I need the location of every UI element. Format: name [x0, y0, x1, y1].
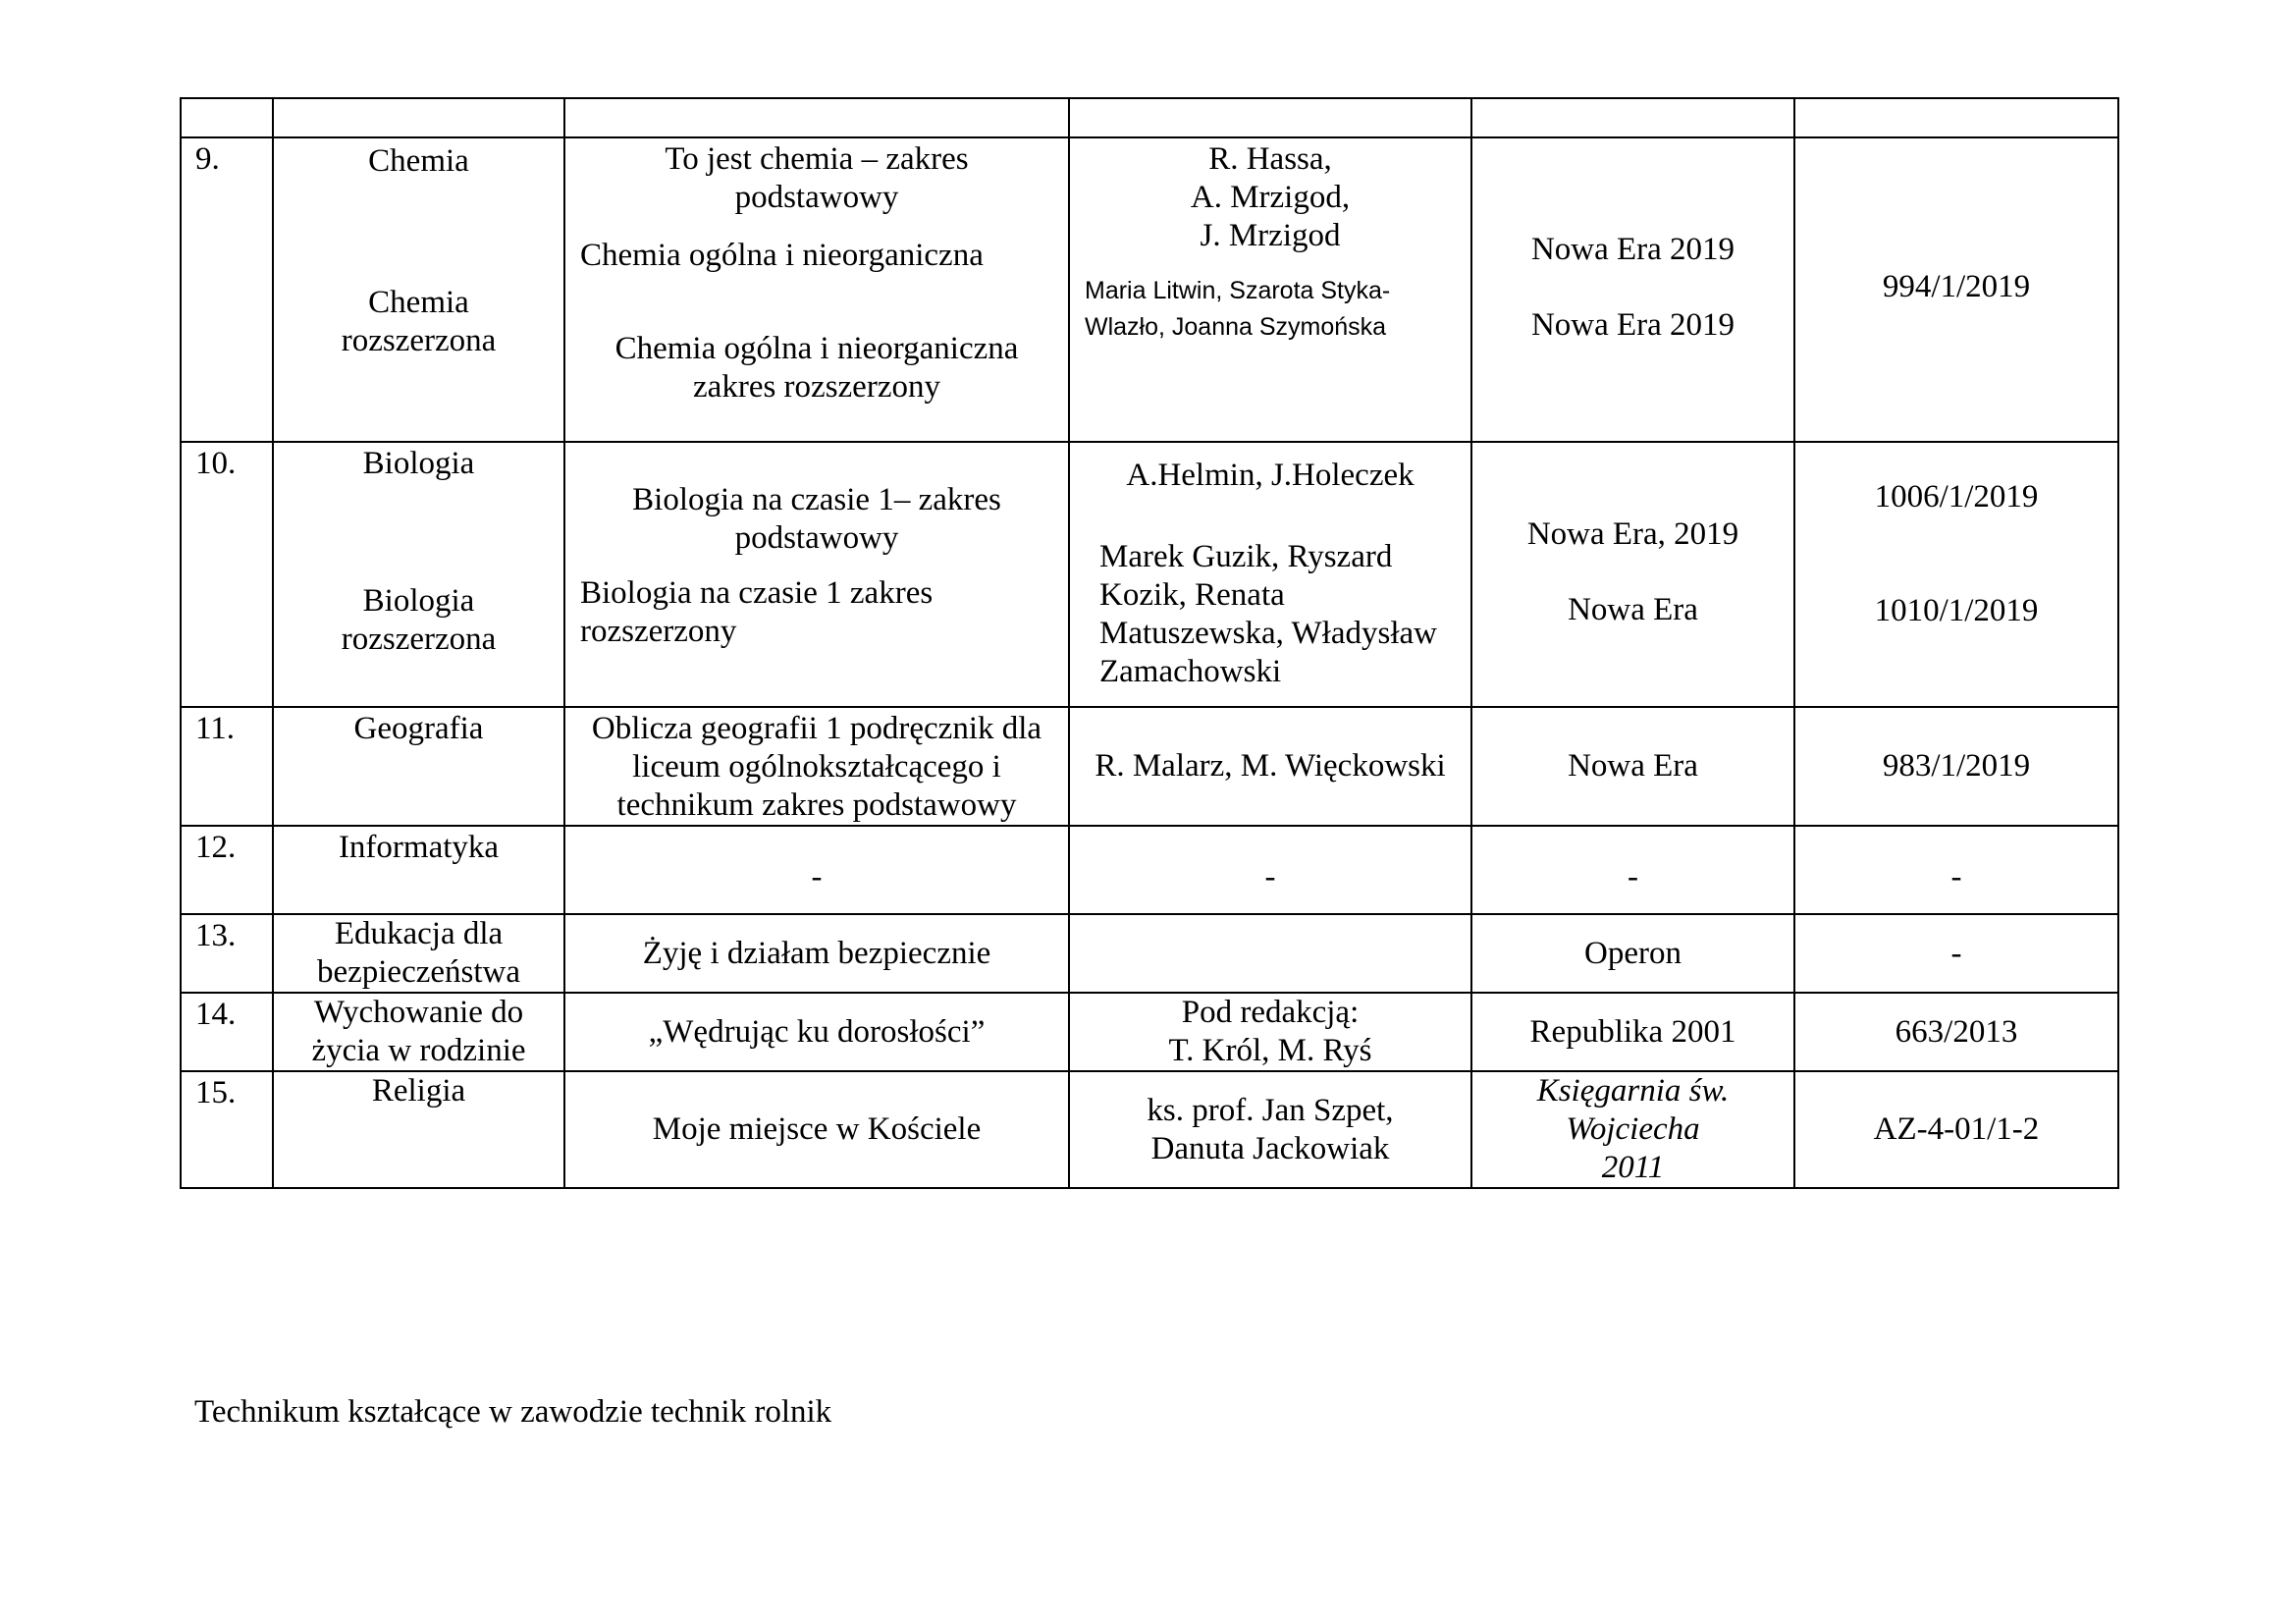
row-number: 10.	[181, 442, 273, 707]
subject-cell	[273, 137, 564, 442]
approval-number: 1010/1/2019	[1874, 593, 2039, 628]
title-cell	[564, 1071, 1069, 1188]
approval-number: 663/2013	[1895, 1013, 2018, 1050]
author-line: A. Mrzigod,	[1190, 180, 1351, 215]
publisher-cell	[1471, 137, 1794, 442]
subject-cell	[273, 914, 564, 993]
approval-cell	[1794, 914, 2118, 993]
title-cell	[564, 137, 1069, 442]
publisher-cell	[1471, 442, 1794, 707]
publisher-line: Nowa Era, 2019	[1526, 516, 1739, 552]
authors-cell	[1069, 442, 1471, 707]
subject-cell	[273, 1071, 564, 1188]
row-number: 13.	[181, 914, 273, 993]
author-line: R. Malarz, M. Więckowski	[1095, 748, 1446, 784]
publisher-line: Nowa Era 2019	[1530, 232, 1735, 267]
title-cell	[564, 707, 1069, 826]
approval-number: 1006/1/2019	[1874, 479, 2039, 514]
subject-name: Religia	[371, 1073, 466, 1109]
author-line: Maria Litwin, Szarota Styka-Wlazło, Joanna Szymońska	[1085, 277, 1391, 341]
row-number: 9.	[181, 137, 273, 442]
subject-cell	[273, 826, 564, 914]
subject-cell	[273, 442, 564, 707]
textbook-title: -	[811, 859, 823, 894]
author-line: R. Hassa,	[1208, 141, 1332, 177]
row-number: 14.	[181, 993, 273, 1071]
subject-name: Geografia	[353, 711, 484, 746]
author-line: ks. prof. Jan Szpet,	[1147, 1092, 1394, 1128]
title-cell	[564, 826, 1069, 914]
publisher-line: Nowa Era 2019	[1530, 307, 1735, 343]
authors-cell	[1069, 826, 1471, 914]
subject-name: Biologia rozszerzona	[341, 583, 497, 657]
author-line: Pod redakcją:	[1181, 995, 1360, 1030]
table-row	[181, 914, 2118, 993]
author-line: -	[1264, 859, 1276, 894]
textbook-table	[180, 97, 2119, 1189]
textbook-title: Moje miejsce w Kościele	[652, 1111, 982, 1147]
approval-cell	[1794, 137, 2118, 442]
authors-cell	[1069, 914, 1471, 993]
author-line: Danuta Jackowiak	[1150, 1130, 1390, 1166]
approval-number: AZ-4-01/1-2	[1873, 1111, 2040, 1147]
approval-cell	[1794, 442, 2118, 707]
subject-name: życia w rodzinie	[311, 1033, 526, 1068]
table-row-empty	[181, 98, 2118, 137]
publisher-line: Republika 2001	[1529, 1013, 1736, 1050]
table-row	[181, 442, 2118, 707]
table-cell	[1794, 98, 2118, 137]
table-row	[181, 993, 2118, 1071]
section-caption: Technikum kształcące w zawodzie technik rolnik	[194, 1394, 832, 1430]
table-row	[181, 1071, 2118, 1188]
row-number: 12.	[181, 826, 273, 914]
approval-number: 983/1/2019	[1882, 748, 2031, 784]
author-line: A.Helmin, J.Holeczek	[1126, 458, 1415, 493]
subject-name: Edukacja dla	[334, 916, 504, 951]
table-row	[181, 707, 2118, 826]
approval-number: 994/1/2019	[1882, 269, 2031, 304]
table-cell	[181, 98, 273, 137]
textbook-title: Żyję i działam bezpiecznie	[642, 935, 991, 971]
table-cell	[1069, 98, 1471, 137]
subject-name: Wychowanie do	[313, 995, 524, 1030]
publisher-cell	[1471, 993, 1794, 1071]
table-cell	[1471, 98, 1794, 137]
publisher-line: Operon	[1584, 935, 1682, 971]
row-number: 11.	[181, 707, 273, 826]
publisher-line: Wojciecha	[1566, 1111, 1700, 1147]
approval-cell	[1794, 707, 2118, 826]
subject-name: Biologia	[362, 446, 475, 481]
textbook-title: To jest chemia – zakres podstawowy	[665, 141, 969, 215]
publisher-line: Nowa Era	[1568, 592, 1698, 627]
authors-cell	[1069, 993, 1471, 1071]
approval-cell	[1794, 826, 2118, 914]
row-number: 15.	[181, 1071, 273, 1188]
publisher-line: -	[1628, 859, 1638, 894]
publisher-cell	[1471, 914, 1794, 993]
textbook-title: Biologia na czasie 1 zakres rozszerzony	[580, 575, 934, 649]
textbook-title: Oblicza geografii 1 podręcznik dla liceum ogólnokształcącego i technikum zakres podstawowy	[591, 711, 1042, 823]
approval-number: -	[1950, 859, 1962, 894]
textbook-title: Biologia na czasie 1– zakres podstawowy	[632, 482, 1001, 556]
publisher-cell	[1471, 826, 1794, 914]
author-line: T. Król, M. Ryś	[1168, 1033, 1372, 1068]
publisher-line: 2011	[1601, 1150, 1665, 1185]
title-cell	[564, 993, 1069, 1071]
textbook-title: „Wędrując ku dorosłości”	[648, 1013, 986, 1050]
publisher-cell	[1471, 1071, 1794, 1188]
subject-name: bezpieczeństwa	[316, 954, 521, 990]
authors-cell	[1069, 1071, 1471, 1188]
title-cell	[564, 914, 1069, 993]
table-row	[181, 137, 2118, 442]
authors-cell	[1069, 137, 1471, 442]
approval-cell	[1794, 993, 2118, 1071]
textbook-title: Chemia ogólna i nieorganiczna zakres rozszerzony	[614, 331, 1019, 405]
author-line: Marek Guzik, Ryszard Kozik, Renata Matuszewska, Władysław Zamachowski	[1099, 539, 1437, 689]
approval-cell	[1794, 1071, 2118, 1188]
publisher-line: Księgarnia św.	[1536, 1073, 1730, 1109]
approval-number: -	[1950, 935, 1962, 971]
subject-cell	[273, 993, 564, 1071]
subject-name: Chemia	[368, 143, 469, 179]
subject-name: Informatyka	[338, 830, 500, 865]
table-cell	[273, 98, 564, 137]
publisher-cell	[1471, 707, 1794, 826]
publisher-line: Nowa Era	[1568, 748, 1698, 784]
subject-name: Chemia rozszerzona	[341, 285, 497, 358]
subject-cell	[273, 707, 564, 826]
authors-cell	[1069, 707, 1471, 826]
author-line: J. Mrzigod	[1200, 218, 1341, 253]
table-row	[181, 826, 2118, 914]
table-cell	[564, 98, 1069, 137]
textbook-title: Chemia ogólna i nieorganiczna	[580, 238, 984, 273]
title-cell	[564, 442, 1069, 707]
